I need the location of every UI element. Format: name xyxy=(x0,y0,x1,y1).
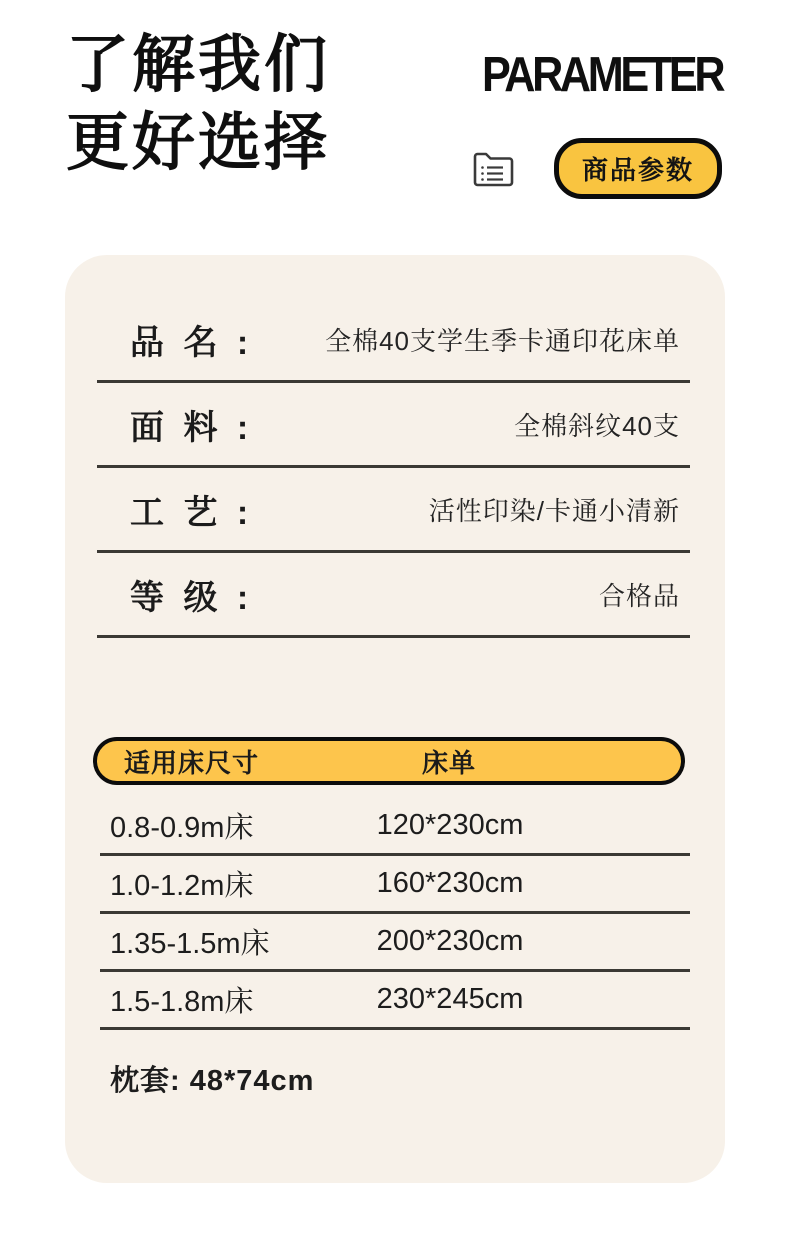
sheet-size-cell: 160*230cm xyxy=(376,867,524,899)
spec-value: 活性印染/卡通小清新 xyxy=(428,495,680,526)
product-params-badge: 商品参数 xyxy=(554,138,722,199)
page-title-line-2: 更好选择 xyxy=(66,108,330,179)
spec-label: 品 名 : xyxy=(130,323,254,362)
size-table-row xyxy=(100,914,690,972)
sheet-size-cell: 200*230cm xyxy=(376,925,524,957)
size-table-header-sheet: 床单 xyxy=(421,747,476,778)
sheet-size-cell: 230*245cm xyxy=(376,983,524,1015)
spec-label: 等 级 : xyxy=(130,578,254,617)
spec-row-craft xyxy=(97,468,690,553)
spec-value: 合格品 xyxy=(598,580,680,611)
spec-card xyxy=(65,255,725,1183)
badge-row xyxy=(470,138,722,199)
size-table-header-bed: 适用床尺寸 xyxy=(124,747,260,778)
spec-value: 全棉40支学生季卡通印花床单 xyxy=(325,325,680,356)
pillow-size-note: 枕套: 48*74cm xyxy=(110,1065,315,1097)
size-table-row xyxy=(100,856,690,914)
size-table-row xyxy=(100,972,690,1030)
spec-row-grade xyxy=(97,553,690,638)
parameter-heading: PARAMETER xyxy=(481,46,722,103)
page-title-line-1: 了解我们 xyxy=(66,30,330,100)
bed-size-cell: 1.35-1.5m床 xyxy=(110,928,270,960)
spec-list xyxy=(97,298,690,638)
size-table xyxy=(100,798,690,1030)
folder-list-icon xyxy=(470,148,516,190)
spec-row-name xyxy=(97,298,690,383)
bed-size-cell: 0.8-0.9m床 xyxy=(110,812,254,844)
size-table-row xyxy=(100,798,690,856)
sheet-size-cell: 120*230cm xyxy=(376,809,524,841)
spec-row-fabric xyxy=(97,383,690,468)
page-title xyxy=(66,26,330,182)
size-table-header xyxy=(93,737,685,785)
bed-size-cell: 1.5-1.8m床 xyxy=(110,986,254,1018)
bed-size-cell: 1.0-1.2m床 xyxy=(110,870,254,902)
spec-label: 工 艺 : xyxy=(130,493,254,532)
spec-value: 全棉斜纹40支 xyxy=(514,410,680,441)
spec-label: 面 料 : xyxy=(130,408,254,447)
